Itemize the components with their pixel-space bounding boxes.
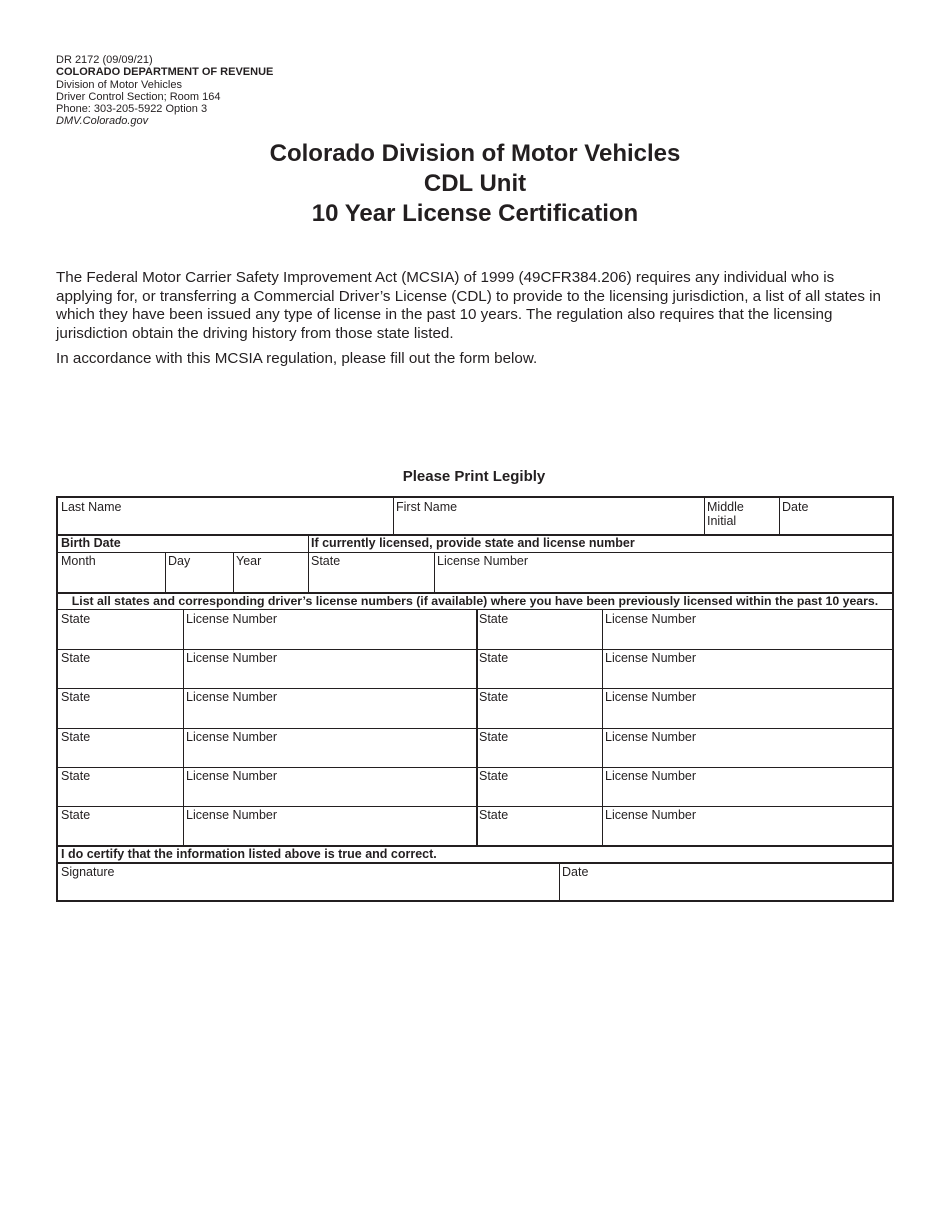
current-license-number-field[interactable] <box>434 552 892 592</box>
right-state-field[interactable] <box>476 806 602 845</box>
certification-statement: I do certify that the information listed above is true and correct. <box>61 847 437 861</box>
title-line-3: 10 Year License Certification <box>311 200 639 227</box>
middle-initial-field[interactable] <box>704 498 779 534</box>
form-id: DR 2172 (09/09/21) <box>56 54 153 66</box>
left-license-number-label: License Number <box>186 729 278 744</box>
right-state-field[interactable] <box>476 610 602 649</box>
right-state-field[interactable] <box>476 688 602 727</box>
page-title <box>0 139 950 229</box>
left-license-number-label: License Number <box>186 768 278 783</box>
left-state-label: State <box>61 768 91 783</box>
left-state-field[interactable] <box>58 767 183 806</box>
right-state-label: State <box>479 612 509 626</box>
signature-field[interactable] <box>58 863 559 900</box>
right-license-number-field[interactable] <box>602 610 892 649</box>
last-name-field[interactable] <box>58 498 393 534</box>
birth-month-label: Month <box>61 554 96 568</box>
right-license-number-label: License Number <box>605 612 697 626</box>
date-field[interactable] <box>779 498 892 534</box>
left-license-number-field[interactable] <box>183 767 476 806</box>
left-state-label: State <box>61 690 91 705</box>
birth-day-field[interactable] <box>165 552 233 592</box>
phone-number: Phone: 303-205-5922 Option 3 <box>56 103 208 116</box>
left-state-field[interactable] <box>58 610 183 649</box>
current-license-heading: If currently licensed, provide state and license number <box>311 536 635 550</box>
right-license-number-field[interactable] <box>602 688 892 727</box>
right-license-number-field[interactable] <box>602 728 892 767</box>
right-state-label: State <box>479 690 509 705</box>
left-license-number-field[interactable] <box>183 649 476 688</box>
left-state-field[interactable] <box>58 728 183 767</box>
divider <box>704 498 705 534</box>
right-state-label: State <box>479 768 509 783</box>
divider <box>559 863 560 900</box>
right-license-number-field[interactable] <box>602 806 892 845</box>
first-name-field[interactable] <box>393 498 704 534</box>
left-license-number-label: License Number <box>186 651 278 666</box>
left-state-label: State <box>61 729 91 744</box>
title-line-2: CDL Unit <box>423 170 527 197</box>
signature-label: Signature <box>61 865 115 879</box>
department-name: COLORADO DEPARTMENT OF REVENUE <box>56 66 274 79</box>
first-name-label: First Name <box>396 500 458 514</box>
right-state-field[interactable] <box>476 649 602 688</box>
divider <box>165 552 166 592</box>
divider <box>476 610 478 845</box>
intro-paragraph-1: The Federal Motor Carrier Safety Improvement Act (MCSIA) of 1999 (49CFR384.206) requires any individual who is applying for, or transferring a Commercial Driver’s License (CDL) to provide to the licensing jurisdiction, a list of all states in which they have been issued any type of license in the past 10 years. The regulation also requires that the licensing jurisdiction obtain the driving history from those state listed. <box>56 269 881 342</box>
current-license-number-label: License Number <box>437 554 529 568</box>
right-state-label: State <box>479 729 509 744</box>
middle-initial-label: Middle Initial <box>707 500 744 528</box>
divider <box>434 552 435 592</box>
right-state-field[interactable] <box>476 728 602 767</box>
birth-date-heading: Birth Date <box>61 536 121 550</box>
birth-month-field[interactable] <box>58 552 165 592</box>
current-state-label: State <box>311 554 341 568</box>
left-state-field[interactable] <box>58 688 183 727</box>
birth-year-label: Year <box>236 554 262 568</box>
birth-year-field[interactable] <box>233 552 308 592</box>
left-state-field[interactable] <box>58 649 183 688</box>
signature-date-field[interactable] <box>559 863 892 900</box>
divider <box>183 610 184 845</box>
intro-paragraph-2: In accordance with this MCSIA regulation, please fill out the form below. <box>56 350 538 368</box>
certification-form <box>56 496 894 902</box>
website: DMV.Colorado.gov <box>56 115 149 128</box>
divider <box>779 498 780 534</box>
intro-text <box>56 269 892 376</box>
divider <box>602 610 603 845</box>
left-state-label: State <box>61 808 91 822</box>
left-license-number-label: License Number <box>186 808 278 822</box>
divider <box>233 552 234 592</box>
right-license-number-field[interactable] <box>602 649 892 688</box>
right-state-field[interactable] <box>476 767 602 806</box>
print-legibly-label: Please Print Legibly <box>402 468 546 485</box>
right-license-number-label: License Number <box>605 808 697 822</box>
signature-date-label: Date <box>562 865 589 879</box>
left-state-field[interactable] <box>58 806 183 845</box>
left-license-number-field[interactable] <box>183 688 476 727</box>
left-license-number-label: License Number <box>186 690 278 705</box>
right-license-number-label: License Number <box>605 729 697 744</box>
left-state-label: State <box>61 612 91 626</box>
right-license-number-field[interactable] <box>602 767 892 806</box>
title-line-1: Colorado Division of Motor Vehicles <box>269 140 681 167</box>
left-license-number-field[interactable] <box>183 806 476 845</box>
current-state-field[interactable] <box>308 552 434 592</box>
last-name-label: Last Name <box>61 500 122 514</box>
left-license-number-field[interactable] <box>183 610 476 649</box>
birth-day-label: Day <box>168 554 191 568</box>
right-license-number-label: License Number <box>605 768 697 783</box>
section-name: Driver Control Section; Room 164 <box>56 90 221 103</box>
division-name: Division of Motor Vehicles <box>56 78 182 91</box>
right-state-label: State <box>479 651 509 666</box>
right-license-number-label: License Number <box>605 690 697 705</box>
right-license-number-label: License Number <box>605 651 697 666</box>
left-license-number-label: License Number <box>186 612 278 626</box>
left-license-number-field[interactable] <box>183 728 476 767</box>
history-heading: List all states and corresponding driver’s license numbers (if available) where you have been previously licensed within the past 10 years. <box>71 594 879 608</box>
divider <box>393 498 394 534</box>
date-label: Date <box>782 500 809 514</box>
right-state-label: State <box>479 808 509 822</box>
left-state-label: State <box>61 651 91 666</box>
form-header <box>56 54 273 128</box>
